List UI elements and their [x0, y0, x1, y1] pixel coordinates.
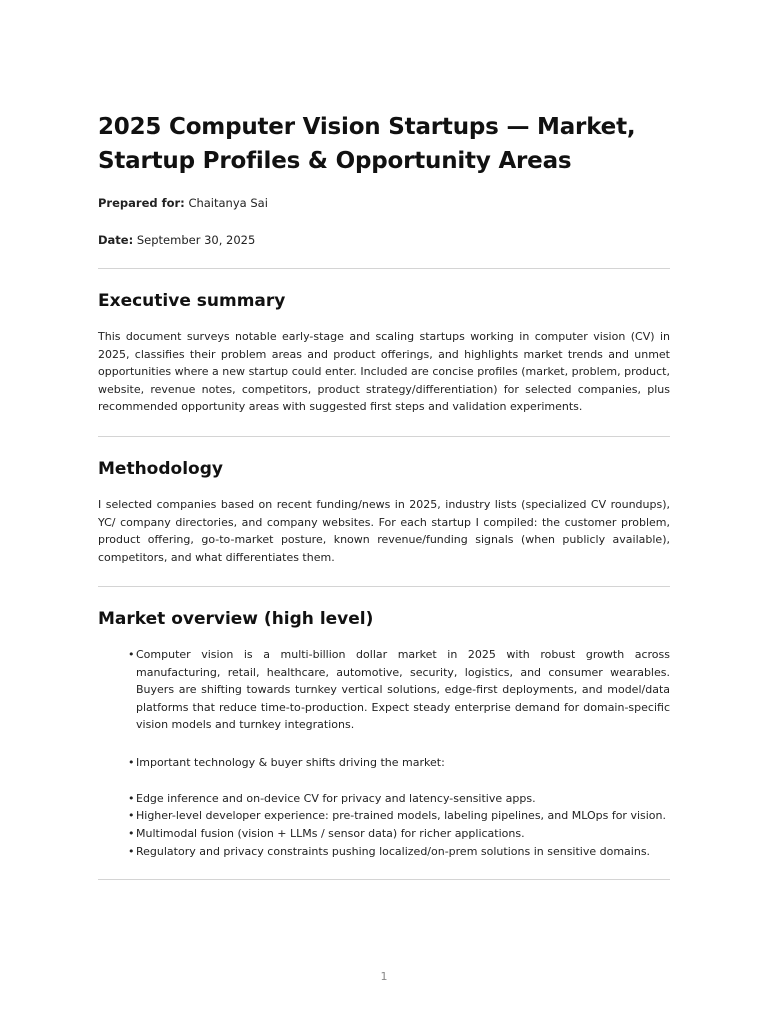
- date-label: Date:: [98, 233, 134, 247]
- divider: [98, 436, 670, 437]
- executive-summary-body: This document surveys notable early-stage and scaling startups working in computer vision (CV) in 2025, classifies their problem areas and product offerings, and highlights market trends and unmet opportunities where a new startup could enter. Included are concise profiles (market, problem, product, website, revenue notes, competitors, product strategy/differentiation) for selected companies, plus recommended opportunity areas with suggested first steps and validation experiments.: [98, 330, 670, 414]
- bullet-marker: •: [128, 809, 135, 822]
- bullet-marker: •: [128, 756, 135, 769]
- prepared-for-label: Prepared for:: [98, 196, 185, 210]
- divider: [98, 879, 670, 880]
- list-item: [128, 807, 670, 825]
- list-item: [128, 754, 670, 772]
- divider: [98, 586, 670, 587]
- list-item-text: Important technology & buyer shifts driving the market:: [136, 756, 445, 769]
- list-item: [128, 825, 670, 843]
- list-item: [128, 843, 670, 861]
- executive-summary-heading: Executive summary: [98, 291, 286, 311]
- methodology-heading: Methodology: [98, 459, 223, 479]
- list-item-text: Computer vision is a multi-billion dollar market in 2025 with robust growth across manufacturing, retail, healthcare, automotive, security, logistics, and consumer wearables. Buyers are shifting towards turnkey vertical solutions, edge-first deployments, and model/data platforms that reduce time-to-production. Expect steady enterprise demand for domain-specific vision models and turnkey integrations.: [136, 648, 670, 732]
- market-overview-heading: Market overview (high level): [98, 609, 374, 629]
- date-line: [98, 232, 255, 248]
- methodology-body: I selected companies based on recent funding/news in 2025, industry lists (specialized CV roundups), YC/ company directories, and company websites. For each startup I compiled: the customer problem, product offering, go-to-market posture, known revenue/funding signals (when publicly available), competitors, and what differentiates them.: [98, 498, 670, 564]
- bullet-marker: •: [128, 648, 135, 661]
- list-item-text: Higher-level developer experience: pre-trained models, labeling pipelines, and MLOps for vision.: [136, 809, 667, 822]
- list-item-text: Multimodal fusion (vision + LLMs / sensor data) for richer applications.: [136, 827, 525, 840]
- list-item: [128, 646, 670, 734]
- page-number: 1: [380, 970, 388, 983]
- prepared-for-value: Chaitanya Sai: [188, 196, 268, 210]
- bullet-marker: •: [128, 845, 135, 858]
- divider: [98, 268, 670, 269]
- list-item-text: Regulatory and privacy constraints pushing localized/on-prem solutions in sensitive domains.: [136, 845, 651, 858]
- list-item-text: Edge inference and on-device CV for privacy and latency-sensitive apps.: [136, 792, 536, 805]
- prepared-for-line: [98, 195, 268, 211]
- bullet-marker: •: [128, 792, 135, 805]
- document-title: 2025 Computer Vision Startups — Market, Startup Profiles & Opportunity Areas: [98, 114, 636, 174]
- list-item: [128, 790, 670, 808]
- bullet-marker: •: [128, 827, 135, 840]
- date-value: September 30, 2025: [136, 233, 256, 247]
